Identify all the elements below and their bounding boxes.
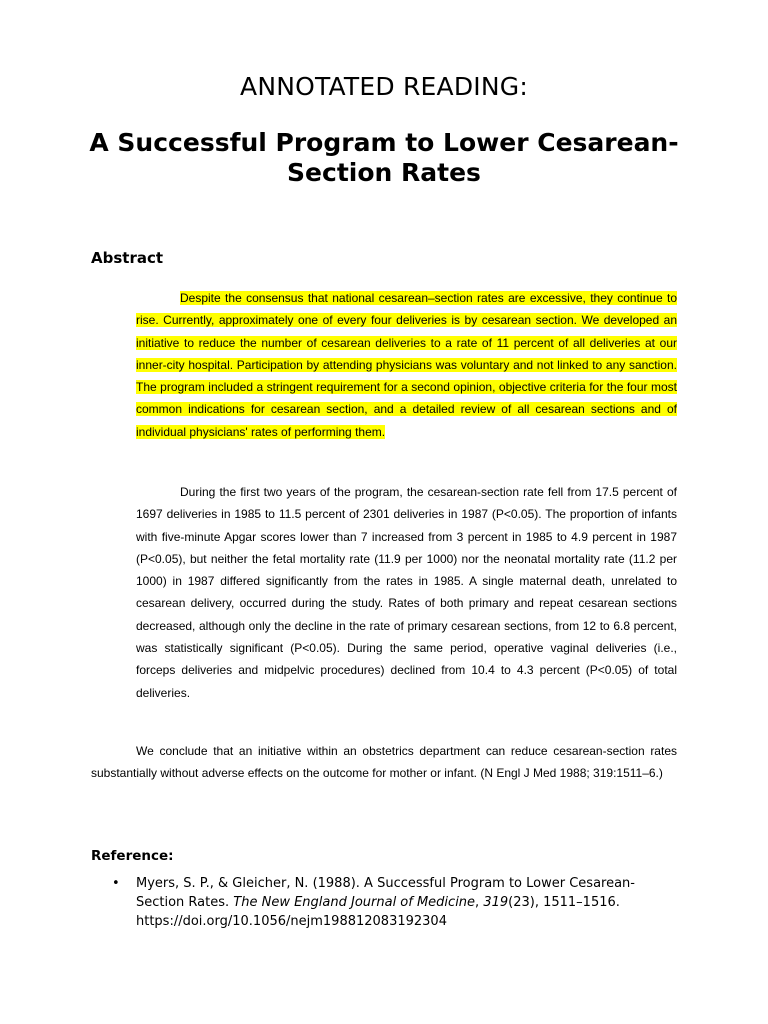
abstract-paragraph-2: During the first two years of the program, the cesarean-section rate fell from 17.5 percent of 1697 deliveries in 1985 to 11.5 percent of 2301 deliveries in 1987 (P<0.05). The proportion of infants with five-minute Apgar scores lower than 7 increased from 3 percent in 1985 to 4.9 percent in 1987 (P<0.05), but neither the fetal mortality rate (11.9 per 1000) nor the neonatal mortality rate (11.2 per 1000) in 1987 differed significantly from the rates in 1985. A single maternal death, unrelated to cesarean delivery, occurred during the study. Rates of both primary and repeat cesarean sections decreased, although only the decline in the rate of primary cesarean sections, from 12 to 6.8 percent, was statistically significant (P<0.05). During the same period, operative vaginal deliveries (i.e., forceps deliveries and midpelvic procedures) declined from 10.4 to 4.3 percent (P<0.05) of total deliveries. — [136, 485, 677, 700]
abstract-heading: Abstract — [91, 249, 164, 267]
annotated-reading-heading: ANNOTATED READING: — [240, 72, 528, 101]
bullet-icon: • — [112, 876, 120, 891]
reference-volume: 319 — [483, 895, 509, 910]
reference-issue-pages: (23), 1511–1516. — [508, 895, 620, 910]
reference-item — [112, 874, 672, 931]
reference-list — [112, 874, 672, 931]
reference-separator: , — [475, 895, 484, 910]
article-title: A Successful Program to Lower Cesarean-Section Rates — [89, 128, 679, 187]
reference-journal: The New England Journal of Medicine — [233, 895, 476, 910]
reference-authors-title: Myers, S. P., & Gleicher, N. (1988). A Successful Program to Lower Cesarean-Section Rates. — [136, 876, 635, 910]
abstract-paragraph-1 — [136, 287, 677, 443]
highlighted-text: Despite the consensus that national cesarean–section rates are excessive, they continue to rise. Currently, approximately one of every four deliveries is by cesarean section. We developed an initiative to reduce the number of cesarean deliveries to a rate of 11 percent of all deliveries at our inner-city hospital. Participation by attending physicians was voluntary and not linked to any sanction. The program included a stringent requirement for a second opinion, objective criteria for the four most common indications for cesarean section, and a detailed review of all cesarean sections and of individual physicians' rates of performing them. — [136, 291, 677, 439]
reference-doi-link[interactable]: https://doi.org/10.1056/nejm198812083192304 — [136, 914, 447, 929]
reference-heading: Reference: — [91, 848, 174, 864]
abstract-paragraph-3: We conclude that an initiative within an obstetrics department can reduce cesarean-section rates substantially without adverse effects on the outcome for mother or infant. (N Engl J Med 1988; 319:1511–6.) — [91, 744, 677, 781]
